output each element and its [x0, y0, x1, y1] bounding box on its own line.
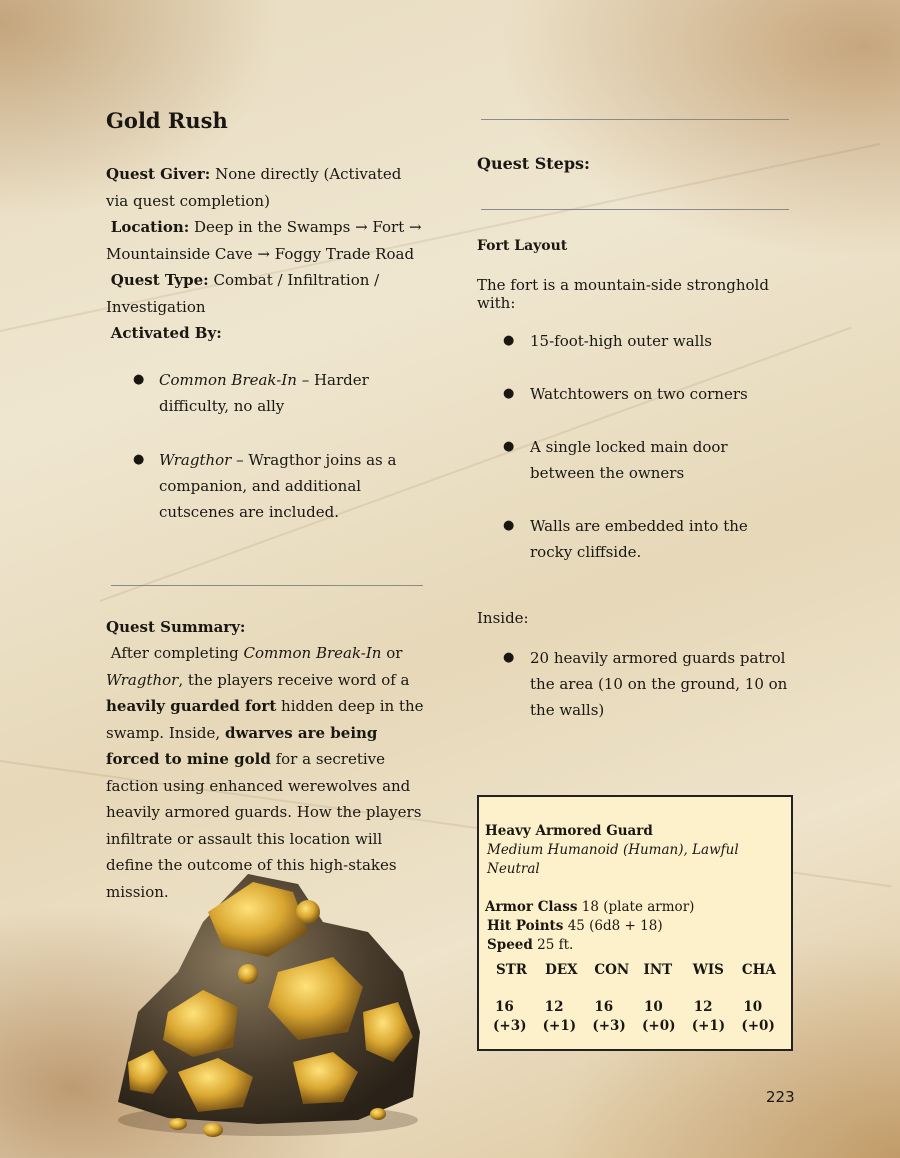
ability-header: INT	[643, 962, 673, 978]
ability-header-row	[479, 961, 791, 980]
section-divider	[481, 209, 789, 210]
summary-emphasis: heavily guarded fort	[106, 697, 277, 715]
creature-type: Medium Humanoid (Human), Lawful Neutral	[487, 842, 739, 877]
fort-layout-heading: Fort Layout	[477, 238, 568, 254]
ability-header: WIS	[692, 962, 724, 978]
hit-points	[485, 917, 791, 936]
trigger-description: – Harder difficulty, no ally	[159, 370, 369, 415]
activated-by-label: Activated By:	[110, 324, 222, 342]
quest-location	[106, 214, 426, 267]
quest-location-value: Deep in the Swamps → Fort → Mountainside Cave → Foggy Trade Road	[106, 218, 422, 263]
hit-points-label: Hit Points	[487, 918, 564, 934]
hit-points-value: 45 (6d8 + 18)	[563, 918, 663, 934]
page-title: Gold Rush	[106, 108, 228, 133]
quest-giver-label: Quest Giver:	[106, 165, 211, 183]
quest-type	[106, 267, 426, 320]
quest-location-label: Location:	[110, 218, 190, 236]
ability-score: 16	[594, 999, 614, 1015]
armor-class-value: 18 (plate armor)	[577, 899, 695, 915]
ability-header: CON	[594, 962, 630, 978]
summary-quest-name: Common Break-In	[243, 644, 382, 662]
quest-summary-label: Quest Summary:	[106, 617, 246, 636]
summary-text: , the players receive word of a	[178, 670, 410, 689]
summary-emphasis: dwarves are being forced to mine gold	[106, 723, 378, 768]
trigger-description: – Wragthor joins as a companion, and additional cutscenes are included.	[159, 450, 397, 521]
section-divider	[111, 585, 423, 586]
stat-block	[477, 795, 793, 1051]
ability-modifier: (+3)	[493, 1018, 527, 1034]
summary-text: hidden deep in the swamp. Inside,	[106, 697, 424, 742]
ability-header: CHA	[741, 962, 776, 978]
list-item	[106, 367, 426, 419]
armor-class-label: Armor Class	[485, 899, 578, 915]
speed	[485, 936, 791, 955]
summary-quest-name: Wragthor	[106, 670, 179, 689]
list-item: ● Watchtowers on two corners	[477, 381, 792, 407]
creature-name: Heavy Armored Guard	[485, 823, 653, 839]
ability-score: 12	[693, 999, 713, 1015]
inside-list	[477, 645, 792, 723]
list-item: ● 20 heavily armored guards patrol the area (10 on the ground, 10 on the walls)	[477, 645, 792, 723]
ability-modifier: (+0)	[642, 1018, 676, 1034]
fort-layout-intro: The fort is a mountain-side stronghold with:	[477, 276, 769, 312]
list-item: ● A single locked main door between the owners	[477, 434, 792, 486]
speed-value: 25 ft.	[532, 937, 574, 953]
quest-giver	[106, 161, 426, 214]
inside-label: Inside:	[477, 609, 529, 627]
gold-nugget-illustration	[108, 862, 426, 1142]
ability-modifier-row	[479, 1017, 791, 1036]
quest-type-label: Quest Type:	[110, 271, 209, 289]
right-column	[477, 104, 792, 723]
ability-score: 10	[743, 999, 763, 1015]
fort-features-list	[477, 328, 792, 565]
activated-by	[106, 320, 426, 347]
trigger-quest-name: Common Break-In	[159, 370, 297, 389]
quest-type-value: Combat / Infiltration / Investigation	[106, 271, 380, 316]
ability-header: DEX	[545, 962, 578, 978]
page-number: 223	[766, 1088, 795, 1106]
ability-score-row	[479, 998, 791, 1017]
ability-modifier: (+0)	[741, 1018, 775, 1034]
activated-by-list	[106, 367, 426, 525]
ability-score: 12	[544, 999, 564, 1015]
quest-steps-heading: Quest Steps:	[477, 154, 590, 173]
left-column	[106, 104, 426, 905]
ability-table	[479, 961, 791, 1036]
list-item: ● 15-foot-high outer walls	[477, 328, 792, 354]
summary-text: After completing	[110, 644, 244, 662]
summary-text: for a secretive faction using enhanced werewolves and heavily armored guards. How the players infiltrate or assault this location will define the outcome of this high-stakes mission.	[106, 750, 422, 901]
list-item: ● Walls are embedded into the rocky cliffside.	[477, 513, 792, 565]
trigger-quest-name: Wragthor	[159, 450, 232, 469]
section-divider	[481, 119, 789, 120]
armor-class	[485, 898, 791, 917]
summary-text: or	[381, 644, 403, 662]
ability-modifier: (+3)	[592, 1018, 626, 1034]
list-item	[106, 447, 426, 525]
quest-giver-value: None directly (Activated via quest completion)	[106, 165, 402, 210]
speed-label: Speed	[487, 937, 533, 953]
ability-score: 16	[495, 999, 514, 1015]
ability-header: STR	[496, 962, 528, 978]
ability-score: 10	[644, 999, 663, 1015]
quest-info	[106, 161, 426, 347]
ability-modifier: (+1)	[542, 1018, 577, 1034]
ability-modifier: (+1)	[691, 1018, 726, 1034]
